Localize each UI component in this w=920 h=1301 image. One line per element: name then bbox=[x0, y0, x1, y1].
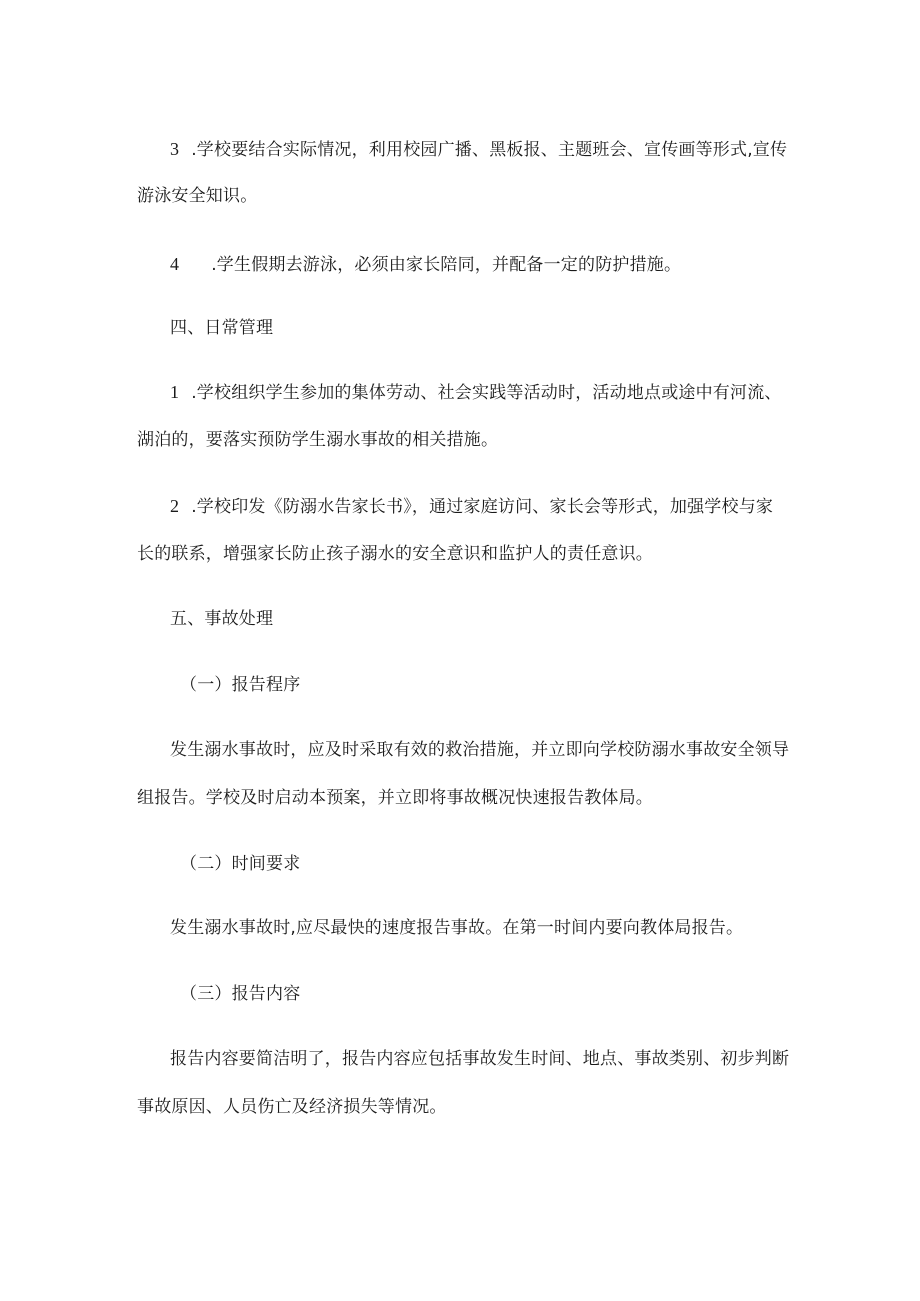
subheading-report-content bbox=[180, 982, 300, 1006]
item-2-line-2 bbox=[137, 542, 653, 566]
heading-text: 五、事故处理 bbox=[170, 609, 274, 629]
paragraph-time-requirement bbox=[170, 916, 743, 940]
item-text: 游泳安全知识。 bbox=[137, 186, 258, 206]
subheading-text: （三）报告内容 bbox=[180, 984, 301, 1004]
heading-text: 四、日常管理 bbox=[170, 318, 274, 338]
item-3-line-2 bbox=[137, 184, 257, 208]
item-text: .学校组织学生参加的集体劳动、社会实践等活动时，活动地点或途中有河流、 bbox=[191, 383, 782, 403]
subheading-text: （二）时间要求 bbox=[180, 854, 301, 874]
item-1-line-2 bbox=[137, 428, 498, 452]
paragraph-report-procedure-line-1 bbox=[170, 738, 789, 762]
item-1-line-1 bbox=[170, 380, 782, 405]
item-number: 2 bbox=[170, 496, 180, 516]
item-2-line-1 bbox=[170, 494, 773, 519]
paragraph-report-content-line-1 bbox=[170, 1047, 789, 1071]
section-heading-accident-handling bbox=[170, 607, 273, 631]
item-number: 3 bbox=[170, 139, 180, 159]
item-text: .学生假期去游泳，必须由家长陪同，并配备一定的防护措施。 bbox=[211, 255, 682, 275]
paragraph-text: 发生溺水事故时，应及时采取有效的救治措施，并立即向学校防溺水事故安全领导 bbox=[170, 740, 790, 760]
item-text: 湖泊的，要落实预防学生溺水事故的相关措施。 bbox=[137, 430, 499, 450]
item-number: 4 bbox=[170, 254, 180, 274]
item-3-line-1 bbox=[170, 137, 787, 162]
paragraph-report-content-line-2 bbox=[137, 1095, 447, 1119]
item-text: .学校印发《防溺水告家长书》，通过家庭访问、家长会等形式，加强学校与家 bbox=[191, 497, 774, 517]
item-text: 长的联系，增强家长防止孩子溺水的安全意识和监护人的责任意识。 bbox=[137, 544, 653, 564]
section-heading-daily-management bbox=[170, 316, 273, 340]
paragraph-text: 报告内容要简洁明了，报告内容应包括事故发生时间、地点、事故类别、初步判断 bbox=[170, 1049, 790, 1069]
subheading-text: （一）报告程序 bbox=[180, 675, 301, 695]
paragraph-text: 组报告。学校及时启动本预案，并立即将事故概况快速报告教体局。 bbox=[137, 788, 653, 808]
paragraph-text: 发生溺水事故时,应尽最快的速度报告事故。在第一时间内要向教体局报告。 bbox=[170, 918, 744, 938]
item-number: 1 bbox=[170, 382, 180, 402]
paragraph-text: 事故原因、人员伤亡及经济损失等情况。 bbox=[137, 1097, 447, 1117]
subheading-report-procedure bbox=[180, 673, 300, 697]
item-4-line-1 bbox=[170, 252, 681, 277]
paragraph-report-procedure-line-2 bbox=[137, 786, 653, 810]
subheading-time-requirement bbox=[180, 852, 300, 876]
item-text: .学校要结合实际情况，利用校园广播、黑板报、主题班会、宣传画等形式,宣传 bbox=[191, 140, 788, 160]
